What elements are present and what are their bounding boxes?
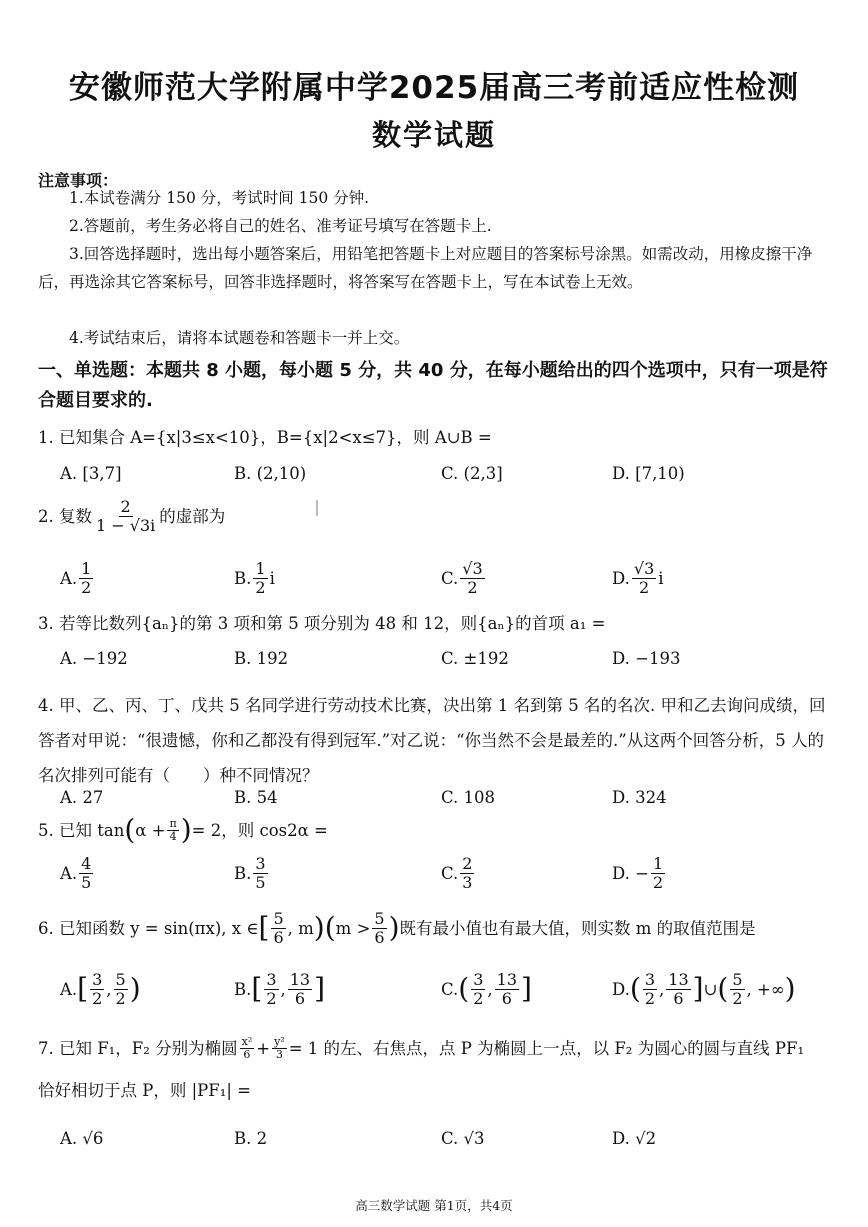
question-7-option-c: C. √3 bbox=[441, 1128, 485, 1148]
question-1-option-b: B. (2,10) bbox=[234, 463, 307, 483]
question-3-option-b: B. 192 bbox=[234, 648, 289, 668]
question-7-option-a: A. √6 bbox=[60, 1128, 104, 1148]
question-5-option-c: C. $\frac{2}{3}$ bbox=[441, 853, 473, 892]
question-3-option-a: A. −192 bbox=[60, 648, 128, 668]
question-3-option-d: D. −193 bbox=[612, 648, 681, 668]
question-5-option-b: B. $\frac{3}{5}$ bbox=[234, 853, 266, 892]
question-5-stem: 5. 已知 tan ( α + $\frac{\pi}{4}$ ) = 2，则 cos2α = bbox=[38, 813, 328, 846]
question-6-option-c: C. ( $\frac{3}{2}$ , $\frac{13}{6}$ ] bbox=[441, 969, 532, 1008]
page-footer: 高三数学试题 第1页，共4页 bbox=[355, 1198, 513, 1213]
question-2-fraction: $\frac{2}{1 - √3i}$ bbox=[96, 496, 156, 535]
question-1-option-a: A. [3,7] bbox=[60, 463, 122, 483]
question-7-options bbox=[38, 1115, 830, 1161]
question-2-option-c: C. $\frac{√3}{2}$ bbox=[441, 558, 483, 597]
question-6-options bbox=[38, 966, 830, 1012]
question-2-stem: 2. 复数 $\frac{2}{1 - √3i}$ 的虚部为 bbox=[38, 496, 226, 535]
scan-mark bbox=[316, 500, 318, 516]
question-2-option-d: D. $\frac{√3}{2}$ i bbox=[612, 558, 664, 597]
notice-item-1: 1.本试卷满分 150 分，考试时间 150 分钟. bbox=[69, 189, 370, 207]
question-2-options bbox=[38, 555, 830, 601]
question-2-option-b: B. $\frac{1}{2}$ i bbox=[234, 558, 275, 597]
question-4-option-a: A. 27 bbox=[60, 787, 104, 807]
notice-item-4: 4.考试结束后，请将本试题卷和答题卡一并上交。 bbox=[69, 329, 410, 347]
question-5-option-a: A. $\frac{4}{5}$ bbox=[60, 853, 92, 892]
section-1-heading: 一、单选题：本题共 8 小题，每小题 5 分，共 40 分，在每小题给出的四个选项中，只有一项是符合题目要求的. bbox=[38, 360, 828, 411]
question-6-option-d: D. ( $\frac{3}{2}$ , $\frac{13}{6}$ ] ∪ ( $\frac{5}{2}$ , +∞ ) bbox=[612, 969, 796, 1008]
question-6-option-b: B. [ $\frac{3}{2}$ , $\frac{13}{6}$ ] bbox=[234, 969, 326, 1008]
exam-title: 安徽师范大学附属中学2025届高三考前适应性检测 bbox=[68, 70, 800, 106]
question-7-stem: 7. 已知 F₁，F₂ 分别为椭圆 $\frac{\text{x²}}{6}$ + $\frac{\text{y²}}{3}$ = 1 的左、右焦点，点 P 为椭圆上一点，以 F₂ 为圆心的圆与直线 PF₁ bbox=[38, 1034, 805, 1061]
notice-item-3: 3.回答选择题时，选出每小题答案后，用铅笔把答题卡上对应题目的答案标号涂黑。如需改动，用橡皮擦干净后，再选涂其它答案标号，回答非选择题时，将答案写在答题卡上，写在本试卷上无效。 bbox=[38, 245, 813, 291]
question-4-option-d: D. 324 bbox=[612, 787, 667, 807]
question-6-stem: 6. 已知函数 y = sin(πx), x ∈ [ $\frac{5}{6}$ , m ) ( m > $\frac{5}{6}$ ) 既有最小值也有最大值，则实数 m 的取值范围是 bbox=[38, 908, 756, 947]
question-7-stem-line-2: 恰好相切于点 P，则 |PF₁| = bbox=[38, 1081, 251, 1100]
question-7-option-d: D. √2 bbox=[612, 1128, 657, 1148]
notice-heading: 注意事项： bbox=[38, 171, 119, 190]
question-6-option-a: A. [ $\frac{3}{2}$ , $\frac{5}{2}$ ) bbox=[60, 969, 141, 1008]
question-5-options bbox=[38, 850, 830, 896]
question-2-option-a: A. $\frac{1}{2}$ bbox=[60, 558, 92, 597]
question-4-option-c: C. 108 bbox=[441, 787, 496, 807]
exam-subtitle: 数学试题 bbox=[371, 118, 496, 152]
question-5-option-d: D. − $\frac{1}{2}$ bbox=[612, 853, 664, 892]
question-4-stem: 4. 甲、乙、丙、丁、戊共 5 名同学进行劳动技术比赛，决出第 1 名到第 5 名的名次. 甲和乙去询问成绩，回答者对甲说：“很遗憾，你和乙都没有得到冠军.”对乙说：“你当然不会是最差的.”从这两个回答分析，5 人的名次排列可能有（ ）种不同情况？ bbox=[38, 696, 826, 785]
question-1-stem: 1. 已知集合 A={x|3≤x<10}，B={x|2<x≤7}，则 A∪B = bbox=[38, 428, 492, 447]
question-3-option-c: C. ±192 bbox=[441, 648, 509, 668]
question-4-option-b: B. 54 bbox=[234, 787, 278, 807]
question-1-options bbox=[38, 450, 830, 496]
question-1-option-d: D. [7,10) bbox=[612, 463, 685, 483]
question-1-option-c: C. (2,3] bbox=[441, 463, 503, 483]
question-3-stem: 3. 若等比数列{aₙ}的第 3 项和第 5 项分别为 48 和 12，则{aₙ}的首项 a₁ = bbox=[38, 614, 606, 633]
question-7-option-b: B. 2 bbox=[234, 1128, 268, 1148]
question-3-options bbox=[38, 635, 830, 681]
notice-item-2: 2.答题前，考生务必将自己的姓名、准考证号填写在答题卡上. bbox=[69, 217, 492, 235]
